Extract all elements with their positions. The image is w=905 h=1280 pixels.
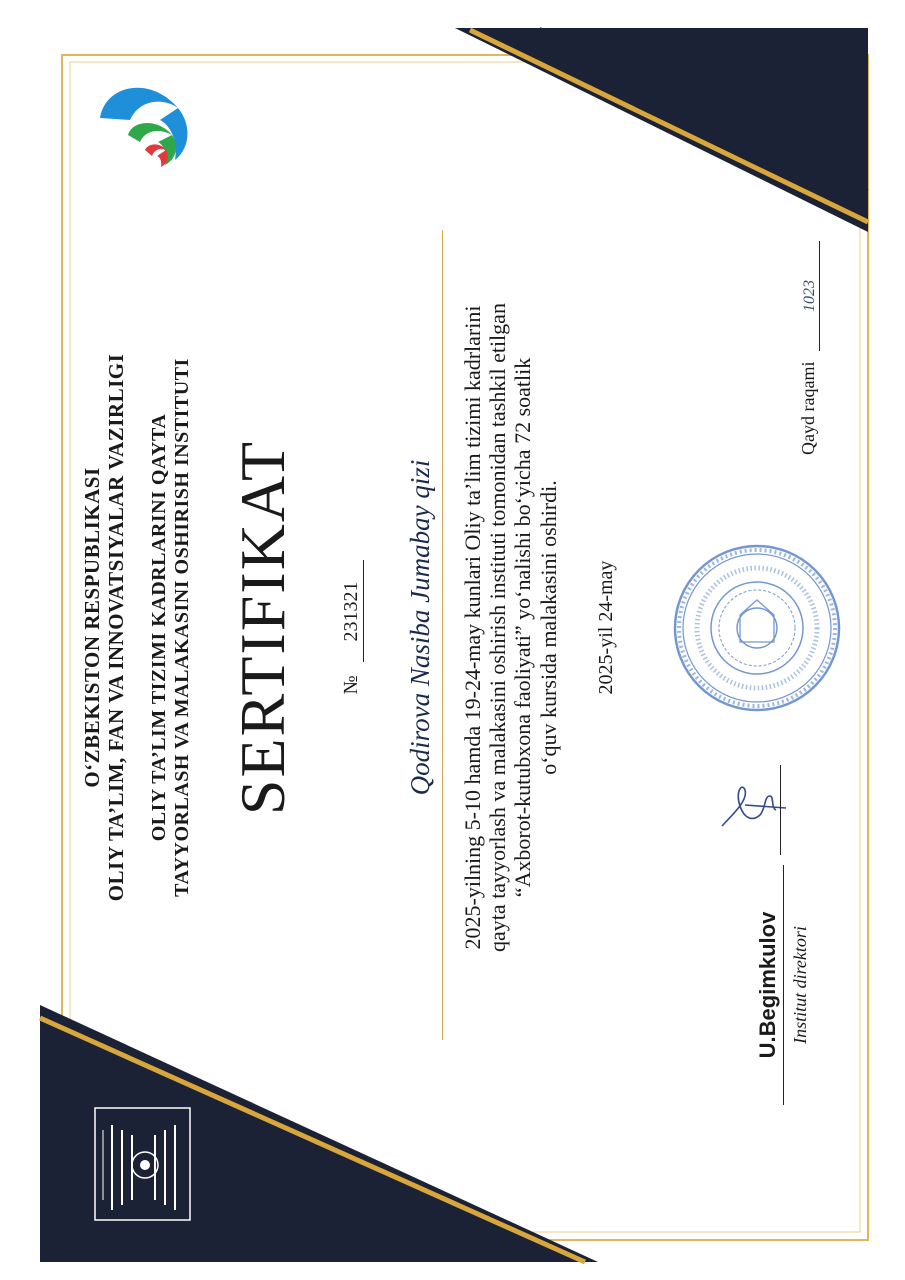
body-line-2: qayta tayyorlash va malakasini oshirish instituti tomonidan tashkil etilgan [485, 303, 510, 952]
recipient-name: Qodirova Nasiba Jumabay qizi [405, 459, 435, 796]
certificate-title: SERTIFIKAT [227, 439, 298, 816]
director-title: Institut direktori [790, 926, 810, 1044]
body-line-4: o‘quv kursida malakasini oshirdi. [536, 480, 561, 775]
issue-date: 2025-yil 24-may [595, 560, 617, 695]
certificate-number [340, 40, 364, 1215]
signature-line [780, 765, 781, 855]
header-country: O‘ZBEKISTON RESPUBLIKASI [80, 467, 104, 788]
director-name: U.Begimkulov [755, 865, 784, 1105]
registration-label: Qayd raqami [798, 361, 818, 455]
director-block [755, 865, 811, 1105]
header-institute-line1: OLIY TA’LIM TIZIMI KADRLARINI QAYTA [148, 413, 170, 842]
header-institute-line2: TAYYORLASH VA MALAKASINI OSHIRISH INSTITUTI [171, 358, 193, 897]
header-ministry: OLIY TA’LIM, FAN VA INNOVATSIYALAR VAZIRLIGI [104, 353, 128, 902]
certificate-content [40, 40, 840, 1215]
registration-value: 1023 [801, 241, 820, 351]
number-label: № [340, 675, 362, 695]
number-value: 231321 [340, 560, 364, 662]
registration-number [798, 241, 820, 455]
recipient-underline [442, 230, 443, 1040]
body-line-3: “Axborot-kutubxona faoliyati” yo‘nalishi bo‘yicha 72 soatlik [510, 357, 535, 898]
body-line-1: 2025-yilning 5-10 hamda 19-24-may kunlari Oliy ta’lim tizimi kadrlarini [460, 305, 485, 950]
